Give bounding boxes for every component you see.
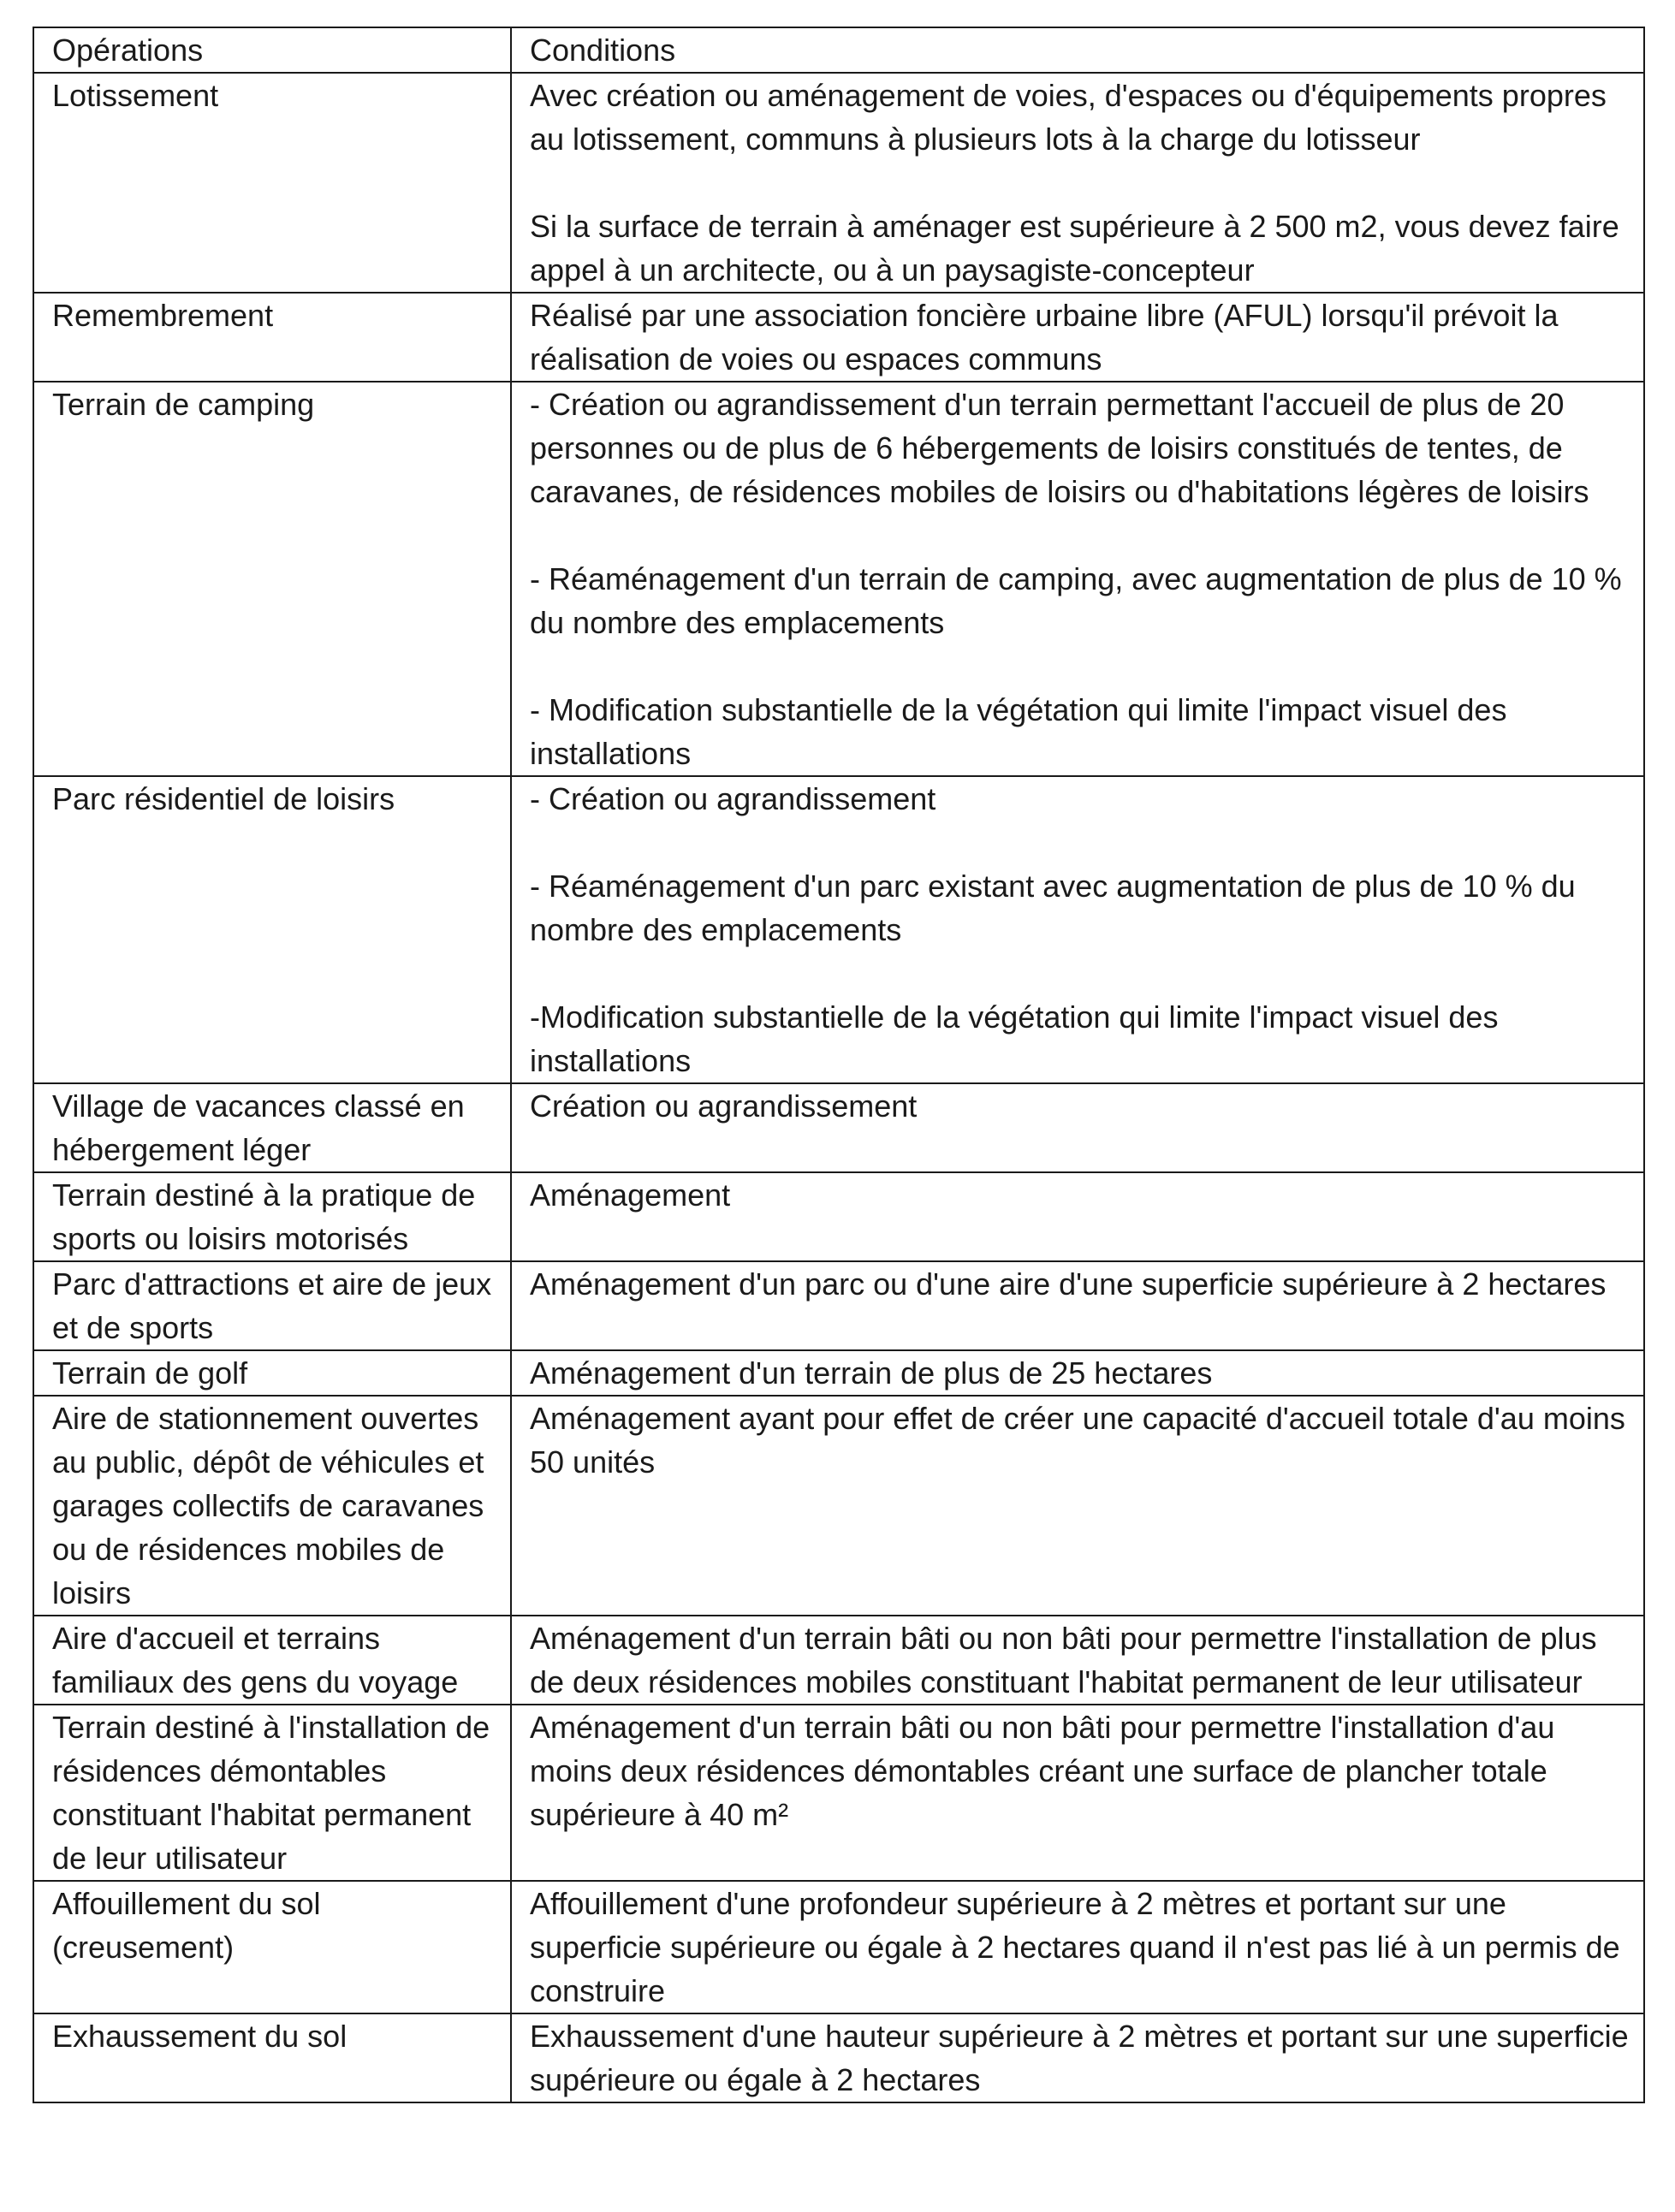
table-row [33,2013,1644,2102]
operation-cell: Parc résidentiel de loisirs [33,776,511,1083]
table-row [33,1083,1644,1172]
condition-text: Aménagement d'un terrain bâti ou non bâti pour permettre l'installation de plus de deux résidences mobiles constituant l'habitat permanent de leur utilisateur [530,1621,1597,1699]
table-row [33,776,1644,1083]
operation-cell: Aire de stationnement ouvertes au public, dépôt de véhicules et garages collectifs de caravanes ou de résidences mobiles de loisirs [33,1396,511,1616]
table-row [33,1881,1644,2013]
condition-text: Aménagement d'un parc ou d'une aire d'une superficie supérieure à 2 hectares [530,1266,1607,1302]
table-row [33,382,1644,776]
condition-text: -Modification substantielle de la végétation qui limite l'impact visuel des installations [530,999,1499,1078]
conditions-cell [511,776,1644,1083]
conditions-cell [511,1616,1644,1705]
operation-cell: Exhaussement du sol [33,2013,511,2102]
operation-cell: Terrain de golf [33,1350,511,1396]
table-row [33,73,1644,293]
conditions-cell [511,1350,1644,1396]
condition-text: Aménagement d'un terrain de plus de 25 hectares [530,1355,1213,1391]
operation-cell: Parc d'attractions et aire de jeux et de sports [33,1261,511,1350]
conditions-cell [511,2013,1644,2102]
table-header-row [33,27,1644,73]
conditions-cell [511,1172,1644,1261]
condition-text: - Modification substantielle de la végétation qui limite l'impact visuel des installations [530,692,1507,771]
table-row [33,1616,1644,1705]
condition-text: Réalisé par une association foncière urbaine libre (AFUL) lorsqu'il prévoit la réalisation de voies ou espaces communs [530,298,1559,377]
table-row [33,1172,1644,1261]
operations-table [33,27,1645,2103]
condition-text: Aménagement d'un terrain bâti ou non bâti pour permettre l'installation d'au moins deux résidences démontables créant une surface de plancher totale supérieure à 40 m² [530,1710,1555,1832]
condition-text: - Création ou agrandissement [530,781,936,816]
conditions-cell [511,1083,1644,1172]
conditions-cell [511,1881,1644,2013]
operation-cell: Village de vacances classé en hébergement léger [33,1083,511,1172]
table-row [33,293,1644,382]
condition-text: Création ou agrandissement [530,1088,918,1124]
operation-cell: Remembrement [33,293,511,382]
condition-text: Aménagement ayant pour effet de créer une capacité d'accueil totale d'au moins 50 unités [530,1401,1625,1480]
operation-cell: Terrain destiné à la pratique de sports ou loisirs motorisés [33,1172,511,1261]
condition-text: Exhaussement d'une hauteur supérieure à 2 mètres et portant sur une superficie supérieure ou égale à 2 hectares [530,2019,1629,2097]
table-row [33,1261,1644,1350]
table-row [33,1350,1644,1396]
condition-text: - Création ou agrandissement d'un terrain permettant l'accueil de plus de 20 personnes ou de plus de 6 hébergements de loisirs constitués de tentes, de caravanes, de résidences mobiles de loisirs ou d'habitations légères de loisirs [530,387,1589,509]
conditions-cell [511,293,1644,382]
operation-cell: Terrain destiné à l'installation de résidences démontables constituant l'habitat permanent de leur utilisateur [33,1705,511,1881]
operations-table-container [33,27,1643,2103]
conditions-cell [511,382,1644,776]
operation-cell: Aire d'accueil et terrains familiaux des gens du voyage [33,1616,511,1705]
conditions-cell [511,73,1644,293]
header-operations: Opérations [33,27,511,73]
conditions-cell [511,1396,1644,1616]
condition-text: Affouillement d'une profondeur supérieure à 2 mètres et portant sur une superficie supérieure ou égale à 2 hectares quand il n'est pas lié à un permis de construire [530,1886,1620,2008]
condition-text: - Réaménagement d'un terrain de camping, avec augmentation de plus de 10 % du nombre des emplacements [530,561,1622,640]
condition-text: Si la surface de terrain à aménager est supérieure à 2 500 m2, vous devez faire appel à un architecte, ou à un paysagiste-concepteur [530,209,1619,288]
condition-text: Aménagement [530,1177,731,1213]
conditions-cell [511,1705,1644,1881]
condition-text: Avec création ou aménagement de voies, d'espaces ou d'équipements propres au lotissement, communs à plusieurs lots à la charge du lotisseur [530,78,1607,157]
table-row [33,1396,1644,1616]
operation-cell: Terrain de camping [33,382,511,776]
condition-text: - Réaménagement d'un parc existant avec augmentation de plus de 10 % du nombre des emplacements [530,869,1576,947]
operation-cell: Lotissement [33,73,511,293]
conditions-cell [511,1261,1644,1350]
operation-cell: Affouillement du sol (creusement) [33,1881,511,2013]
header-conditions: Conditions [511,27,1644,73]
table-row [33,1705,1644,1881]
